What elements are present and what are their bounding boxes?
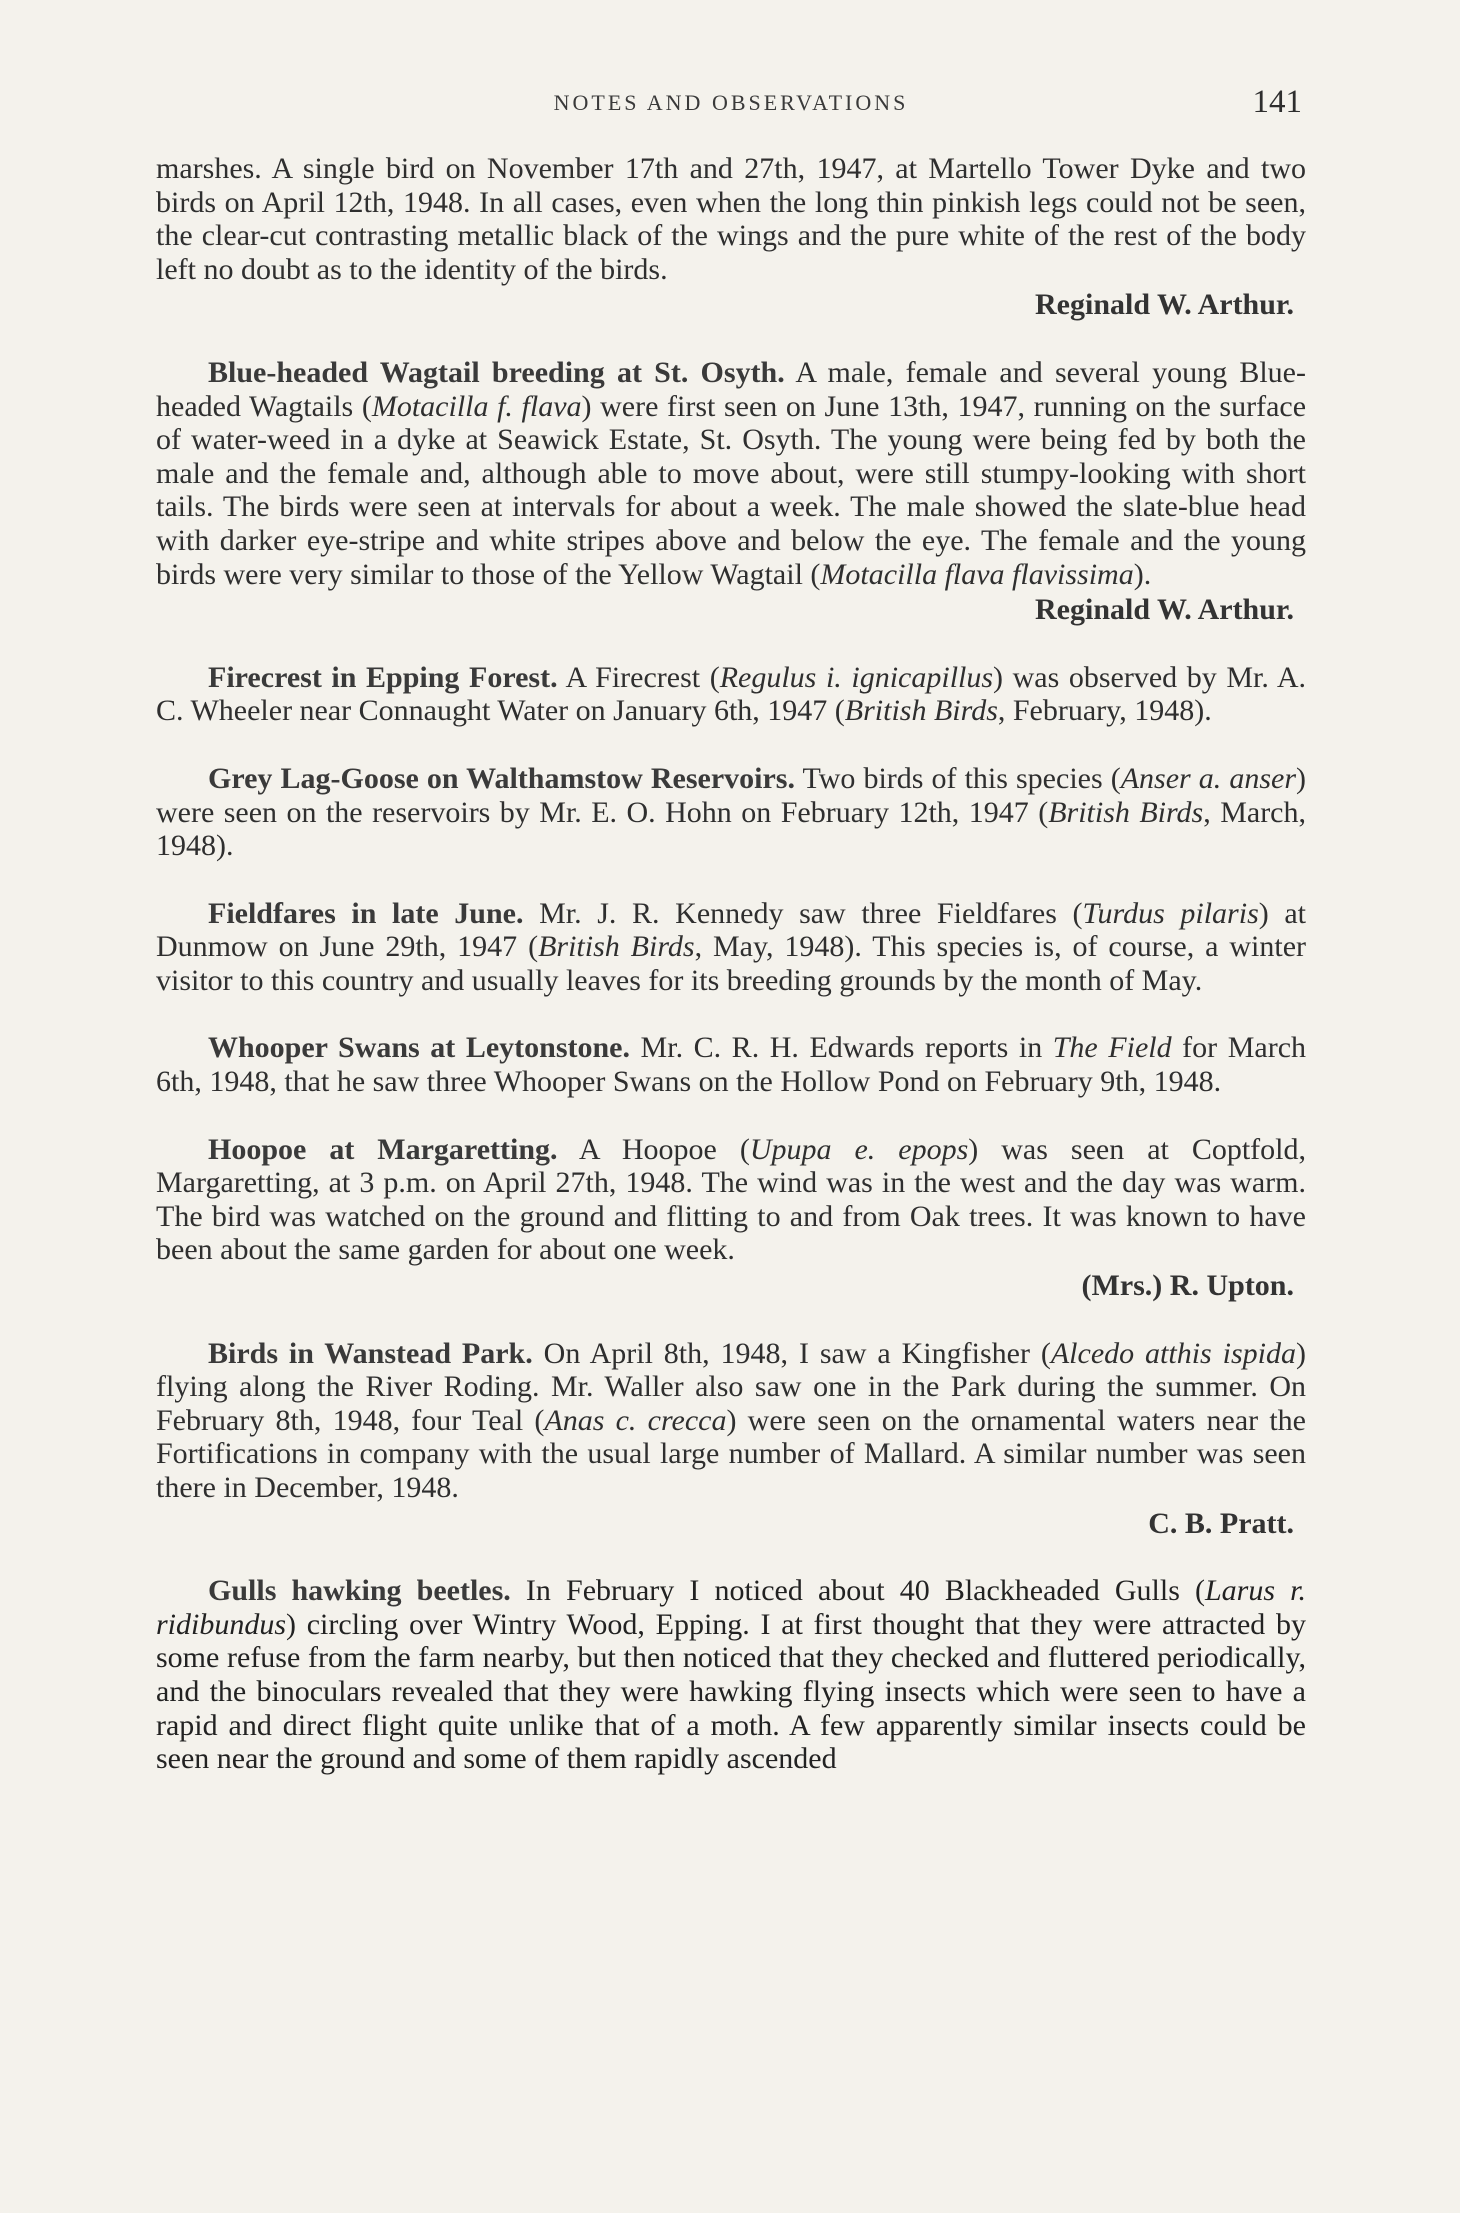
note-paragraph	[156, 356, 1306, 591]
note	[156, 152, 1306, 322]
text-run: for March 6th, 1948, that he saw three Whooper Swans on the Hollow Pond on February 9th, 1948.	[156, 1031, 1307, 1099]
italic-term: British Birds	[844, 694, 998, 728]
note-signature: (Mrs.) R. Upton.	[1081, 1269, 1294, 1303]
text-run: ) circling over Wintry Wood, Epping. I at first thought that they were attracted by some refuse from the farm nearby, but then noticed that they checked and fluttered periodically, and the binoculars revealed that they were hawking flying insects which were seen to have a rapid and direct flight quite unlike that of a moth. A few apparently similar insects could be seen near the ground and some of them rapidly ascended	[156, 1607, 1306, 1776]
italic-term: The Field	[1052, 1031, 1172, 1065]
text-run: , May, 1948). This species is, of course, a winter visitor to this country and usually leaves for its breeding grounds by the month of May.	[156, 930, 1307, 997]
italic-term: Larus r. ridibundus	[156, 1574, 1306, 1641]
note-signature: C. B. Pratt.	[1148, 1506, 1294, 1540]
italic-term: British Birds	[1048, 795, 1204, 829]
note-signature: Reginald W. Arthur.	[1035, 593, 1294, 627]
italic-term: Motacilla flava flavissima	[820, 557, 1134, 591]
note	[156, 897, 1306, 998]
note-text	[156, 356, 1306, 591]
italic-term: Motacilla f. flava	[371, 389, 582, 423]
note-title: Blue-headed Wagtail breeding at St. Osyth.	[208, 355, 785, 389]
text-run: ) was observed by Mr. A. C. Wheeler near Connaught Water on January 6th, 1947 (	[156, 660, 1306, 728]
text-run: ) were seen on the ornamental waters near the Fortifications in company with the usual large number of Mallard. A similar number was seen there in December, 1948.	[156, 1403, 1306, 1504]
text-run: In February I noticed about 40 Blackheaded Gulls (	[510, 1574, 1205, 1608]
text-run: ) at Dunmow on June 29th, 1947 (	[156, 896, 1307, 964]
text-run: , March, 1948).	[156, 795, 1307, 863]
note-title: Whooper Swans at Leytonstone.	[208, 1031, 630, 1065]
note	[156, 1337, 1306, 1541]
note-paragraph	[156, 762, 1306, 863]
text-run: ) were seen on the reservoirs by Mr. E. O. Hohn on February 12th, 1947 (	[156, 761, 1306, 829]
notes-body	[156, 152, 1306, 1810]
text-run: Two birds of this species (	[794, 761, 1121, 795]
text-run: On April 8th, 1948, I saw a Kingfisher (	[532, 1336, 1051, 1370]
note-paragraph	[156, 1574, 1306, 1776]
note-title: Fieldfares in late June.	[208, 896, 524, 930]
note	[156, 661, 1306, 728]
text-run: Mr. J. R. Kennedy saw three Fieldfares (	[523, 896, 1083, 930]
italic-term: Anser a. anser	[1120, 761, 1296, 795]
text-run: ).	[1133, 557, 1152, 591]
text-run: A male, female and several young Blue-headed Wagtails (	[156, 355, 1306, 423]
note	[156, 356, 1306, 627]
italic-term: Regulus i. ignicapillus	[719, 660, 994, 694]
italic-term: Turdus pilaris	[1082, 896, 1259, 930]
note-text	[156, 152, 1306, 286]
note	[156, 762, 1306, 863]
text-run: A Hoopoe (	[557, 1132, 750, 1166]
note	[156, 1574, 1306, 1776]
note-title: Gulls hawking beetles.	[208, 1574, 511, 1608]
note	[156, 1031, 1306, 1098]
note-paragraph	[156, 661, 1306, 728]
note-paragraph	[156, 1337, 1306, 1505]
italic-term: Anas c. crecca	[544, 1403, 727, 1437]
page-number: 141	[1252, 84, 1302, 120]
note-title: Birds in Wanstead Park.	[208, 1336, 533, 1370]
text-run: A Firecrest (	[557, 660, 720, 694]
note-signature: Reginald W. Arthur.	[1035, 288, 1294, 322]
note-paragraph	[156, 897, 1306, 998]
text-run: ) flying along the River Roding. Mr. Waller also saw one in the Park during the summer. On February 8th, 1948, four Teal (	[156, 1336, 1306, 1437]
note	[156, 1133, 1306, 1303]
note-title: Hoopoe at Margaretting.	[208, 1132, 558, 1166]
note-paragraph	[156, 1031, 1306, 1098]
running-head: NOTES AND OBSERVATIONS	[553, 90, 909, 115]
italic-term: Upupa e. epops	[749, 1132, 969, 1166]
italic-term: British Birds	[538, 930, 695, 964]
text-run: ) was seen at Coptfold, Margaretting, at 3 p.m. on April 27th, 1948. The wind was in the west and the day was warm. The bird was watched on the ground and flitting to and from Oak trees. It was known to have been about the same garden for about one week.	[156, 1132, 1307, 1267]
note-title: Grey Lag-Goose on Walthamstow Reservoirs.	[208, 761, 795, 795]
text-run: , February, 1948).	[997, 694, 1212, 728]
note-title: Firecrest in Epping Forest.	[208, 660, 558, 694]
note-paragraph	[156, 152, 1306, 286]
italic-term: Alcedo atthis ispida	[1050, 1336, 1296, 1370]
text-run: marshes. A single bird on November 17th and 27th, 1947, at Martello Tower Dyke and two birds on April 12th, 1948. In all cases, even when the long thin pinkish legs could not be seen, the clear-cut contrasting metallic black of the wings and the pure white of the rest of the body left no doubt as to the identity of the birds.	[156, 152, 1306, 286]
note-paragraph	[156, 1133, 1306, 1267]
text-run: Mr. C. R. H. Edwards reports in	[630, 1031, 1053, 1065]
text-run: ) were first seen on June 13th, 1947, running on the surface of water-weed in a dyke at Seawick Estate, St. Osyth. The young were being fed by both the male and the female and, although able to move about, were still stumpy-looking with short tails. The birds were seen at intervals for about a week. The male showed the slate-blue head with darker eye-stripe and white stripes above and below the eye. The female and the young birds were very similar to those of the Yellow Wagtail (	[156, 389, 1307, 591]
page-header	[156, 84, 1306, 134]
